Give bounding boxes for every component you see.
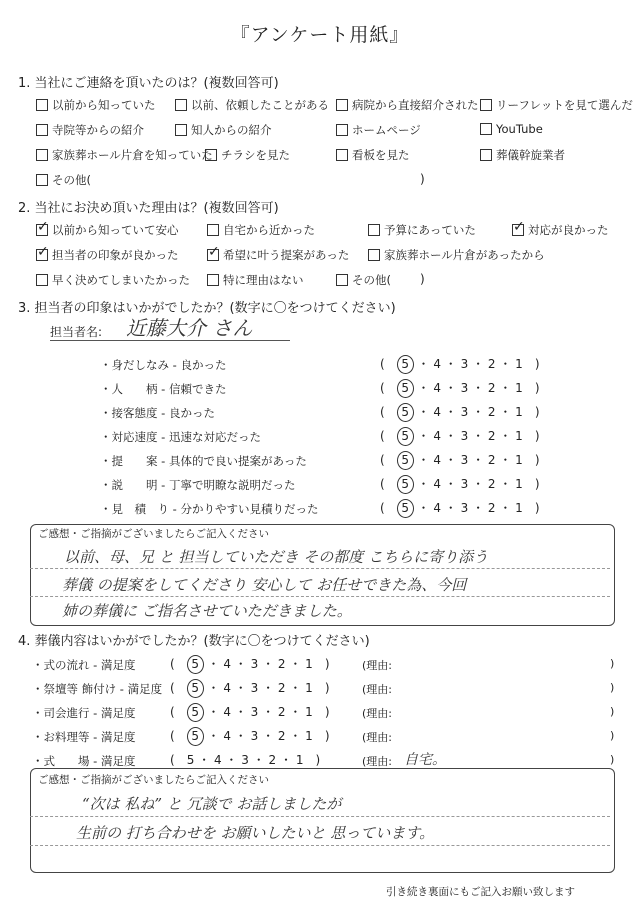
footer-note: 引き続き裏面にもご記入お願い致します xyxy=(386,886,575,898)
checked-checkbox[interactable] xyxy=(512,224,524,236)
q1-option[interactable] xyxy=(480,97,633,113)
q2-option[interactable] xyxy=(207,222,315,238)
checkbox[interactable] xyxy=(480,149,492,161)
rating-option[interactable]: 5 xyxy=(187,727,204,746)
q3-comment-line-2: 葬儀 の提案をしてくださり 安心して お任せできた為、今回 xyxy=(62,576,467,594)
option-label: 早く決めてしまいたかった xyxy=(52,273,190,287)
checkbox[interactable] xyxy=(336,124,348,136)
reason-close: ) xyxy=(610,753,615,766)
option-label: 葬儀幹旋業者 xyxy=(496,148,565,162)
option-label: 寺院等からの紹介 xyxy=(52,123,144,137)
q1-option[interactable] xyxy=(36,147,213,163)
rating-option[interactable]: 5 xyxy=(397,355,414,374)
checked-checkbox[interactable] xyxy=(36,224,48,236)
rating-option[interactable]: 3 xyxy=(460,429,469,443)
option-label: 以前、依頼したことがある xyxy=(191,98,329,112)
rating-option[interactable]: 2 xyxy=(277,657,286,671)
rating-scale[interactable]: ( 5 ・ 4 ・ 3 ・ 2 ・ 1 ) xyxy=(380,475,540,494)
q3-item-label: ・見 積 り - 分かりやすい見積りだった xyxy=(100,502,319,516)
rating-option[interactable]: 1 xyxy=(305,729,313,743)
rating-option[interactable]: 3 xyxy=(460,477,469,491)
q2-option[interactable] xyxy=(36,222,179,238)
q4-item-label: ・お料理等 - 満足度 xyxy=(32,730,136,744)
question-3-label: 3. 担当者の印象はいかがでしたか？(数字に〇をつけてください) xyxy=(18,301,396,316)
ruled-line xyxy=(30,596,610,597)
rating-option[interactable]: 1 xyxy=(515,405,523,419)
rating-option[interactable]: 2 xyxy=(487,405,496,419)
option-label: 希望に叶う提案があった xyxy=(223,248,350,262)
q1-option[interactable] xyxy=(336,147,410,163)
reason-label: (理由: xyxy=(362,683,392,696)
option-label: 対応が良かった xyxy=(528,223,609,237)
checkbox[interactable] xyxy=(36,99,48,111)
q1-option[interactable] xyxy=(175,122,272,138)
rating-option[interactable]: 5 xyxy=(187,703,204,722)
option-label: 病院から直接紹介された xyxy=(352,98,479,112)
option-label: 看板を見た xyxy=(352,148,410,162)
q3-item-label: ・説 明 - 丁寧で明瞭な説明だった xyxy=(100,478,296,492)
rating-scale[interactable]: ( 5 ・ 4 ・ 3 ・ 2 ・ 1 ) xyxy=(380,403,540,422)
rating-option[interactable]: 5 xyxy=(397,499,414,518)
rating-option[interactable]: 2 xyxy=(487,501,496,515)
q3-item-label: ・人 柄 - 信頼できた xyxy=(100,382,227,396)
checkbox[interactable] xyxy=(368,249,380,261)
option-label: その他( xyxy=(52,173,91,187)
rating-scale[interactable]: ( 5 ・ 4 ・ 3 ・ 2 ・ 1 ) xyxy=(170,655,330,674)
reason-label: (理由: xyxy=(362,707,392,720)
question-2-label: 2. 当社にお決め頂いた理由は？(複数回答可) xyxy=(18,201,279,216)
checkbox[interactable] xyxy=(36,124,48,136)
rating-scale[interactable]: ( 5 ・ 4 ・ 3 ・ 2 ・ 1 ) xyxy=(380,427,540,446)
checkbox[interactable] xyxy=(36,149,48,161)
checkbox[interactable] xyxy=(175,99,187,111)
rating-option[interactable]: 1 xyxy=(515,501,523,515)
ruled-line xyxy=(30,845,610,846)
rating-option[interactable]: 4 xyxy=(433,501,441,515)
rating-option[interactable]: 2 xyxy=(487,453,496,467)
rating-option[interactable]: 4 xyxy=(223,705,231,719)
checked-checkbox[interactable] xyxy=(36,249,48,261)
rating-option[interactable]: 2 xyxy=(277,681,286,695)
rating-scale[interactable]: ( 5 ・ 4 ・ 3 ・ 2 ・ 1 ) xyxy=(170,679,330,698)
checkbox[interactable] xyxy=(207,224,219,236)
reason-label: (理由: xyxy=(362,755,392,768)
q2-option[interactable] xyxy=(36,272,190,288)
rating-scale[interactable]: ( 5 ・ 4 ・ 3 ・ 2 ・ 1 ) xyxy=(380,451,540,470)
rating-option[interactable]: 3 xyxy=(460,405,469,419)
q3-item-label: ・提 案 - 具体的で良い提案があった xyxy=(100,454,307,468)
rating-option[interactable]: 3 xyxy=(241,753,249,767)
rating-option[interactable]: 2 xyxy=(277,729,286,743)
q2-option[interactable] xyxy=(336,272,391,288)
checkbox[interactable] xyxy=(205,149,217,161)
reason-value[interactable]: 自宅。 xyxy=(404,752,446,768)
rating-option[interactable]: 4 xyxy=(223,681,231,695)
q3-item-label: ・身だしなみ - 良かった xyxy=(100,358,227,372)
rating-option[interactable]: 2 xyxy=(487,477,496,491)
q2-option[interactable] xyxy=(368,247,545,263)
rating-option[interactable]: 4 xyxy=(433,405,441,419)
option-label: 家族葬ホール片倉があったから xyxy=(384,248,545,262)
checkbox[interactable] xyxy=(480,99,492,111)
rating-option[interactable]: 4 xyxy=(433,381,441,395)
rating-scale[interactable]: ( 5 ・ 4 ・ 3 ・ 2 ・ 1 ) xyxy=(380,355,540,374)
rating-option[interactable]: 4 xyxy=(433,429,441,443)
q2-option[interactable] xyxy=(368,222,476,238)
rating-option[interactable]: 2 xyxy=(268,753,277,767)
q1-option[interactable] xyxy=(175,97,329,113)
rating-option[interactable]: 2 xyxy=(277,705,286,719)
rating-option[interactable]: 4 xyxy=(433,453,441,467)
rating-scale[interactable]: ( 5 ・ 4 ・ 3 ・ 2 ・ 1 ) xyxy=(170,753,321,767)
page-title: 『アンケート用紙』 xyxy=(230,24,410,46)
rating-option[interactable]: 5 xyxy=(186,753,195,767)
checkbox[interactable] xyxy=(336,99,348,111)
rating-option[interactable]: 4 xyxy=(213,753,222,767)
checkbox[interactable] xyxy=(175,124,187,136)
rating-option[interactable]: 3 xyxy=(250,681,259,695)
rating-option[interactable]: 2 xyxy=(487,381,496,395)
rating-option[interactable]: 3 xyxy=(460,357,469,371)
rating-option[interactable]: 1 xyxy=(515,453,523,467)
rating-option[interactable]: 3 xyxy=(250,729,259,743)
rating-option[interactable]: 5 xyxy=(397,403,414,422)
reason-close: ) xyxy=(610,705,615,718)
question-1-label: 1. 当社にご連絡を頂いたのは？(複数回答可) xyxy=(18,76,279,91)
option-label: 以前から知っていて安心 xyxy=(52,223,179,237)
rating-option[interactable]: 5 xyxy=(397,379,414,398)
staff-name-label: 担当者名: xyxy=(50,325,103,339)
option-label: ホームページ xyxy=(352,123,421,137)
checkbox[interactable] xyxy=(336,149,348,161)
rating-option[interactable]: 5 xyxy=(397,451,414,470)
q2-other-close: ) xyxy=(420,272,425,286)
checkbox[interactable] xyxy=(36,274,48,286)
rating-option[interactable]: 3 xyxy=(250,657,259,671)
option-label: 以前から知っていた xyxy=(52,98,156,112)
q1-option[interactable] xyxy=(205,147,290,163)
staff-name-handwritten[interactable]: 近藤大介 さん xyxy=(126,316,253,340)
rating-scale[interactable]: ( 5 ・ 4 ・ 3 ・ 2 ・ 1 ) xyxy=(380,499,540,518)
option-label: 特に理由はない xyxy=(223,273,304,287)
checkbox[interactable] xyxy=(336,274,348,286)
q1-option[interactable] xyxy=(36,122,144,138)
reason-label: (理由: xyxy=(362,731,392,744)
rating-option[interactable]: 1 xyxy=(515,429,523,443)
question-4-label: 4. 葬儀内容はいかがでしたか？(数字に〇をつけてください) xyxy=(18,634,370,649)
q1-other-close: ) xyxy=(420,172,425,186)
reason-close: ) xyxy=(610,729,615,742)
q4-item-label: ・司会進行 - 満足度 xyxy=(32,706,136,720)
rating-option[interactable]: 3 xyxy=(250,705,259,719)
rating-option[interactable]: 2 xyxy=(487,357,496,371)
reason-label: (理由: xyxy=(362,659,392,672)
q2-option[interactable] xyxy=(207,272,304,288)
option-label: リーフレットを見て選んだ xyxy=(496,98,633,112)
q1-option[interactable] xyxy=(480,147,565,163)
rating-option[interactable]: 5 xyxy=(397,475,414,494)
q3-comment-label: ご感想・ご指摘がございましたらご記入ください xyxy=(38,528,269,540)
option-label: その他( xyxy=(352,273,391,287)
rating-option[interactable]: 4 xyxy=(433,357,441,371)
rating-option[interactable]: 5 xyxy=(397,427,414,446)
q4-item-label: ・式の流れ - 満足度 xyxy=(32,658,136,672)
option-label: 担当者の印象が良かった xyxy=(52,248,179,262)
rating-scale[interactable]: ( 5 ・ 4 ・ 3 ・ 2 ・ 1 ) xyxy=(170,727,330,746)
rating-option[interactable]: 1 xyxy=(515,477,523,491)
q3-comment-line-1: 以前、母、兄 と 担当していただき その都度 こちらに寄り添う xyxy=(64,548,489,566)
q2-option[interactable] xyxy=(512,222,609,238)
q2-option[interactable] xyxy=(36,247,179,263)
rating-option[interactable]: 1 xyxy=(515,381,523,395)
q4-comment-label: ご感想・ご指摘がございましたらご記入ください xyxy=(38,774,269,786)
rating-option[interactable]: 3 xyxy=(460,381,469,395)
q3-comment-line-3: 姉の葬儀に ご指名させていただきました。 xyxy=(62,602,352,620)
option-label: 自宅から近かった xyxy=(223,223,315,237)
rating-option[interactable]: 3 xyxy=(460,453,469,467)
reason-close: ) xyxy=(610,657,615,670)
rating-option[interactable]: 5 xyxy=(187,655,204,674)
rating-option[interactable]: 5 xyxy=(187,679,204,698)
rating-option[interactable]: 4 xyxy=(223,657,231,671)
rating-option[interactable]: 1 xyxy=(515,357,523,371)
q4-comment-line-2: 生前の 打ち合わせを お願いしたいと 思っています。 xyxy=(76,824,435,842)
q1-option[interactable] xyxy=(336,97,479,113)
checked-checkbox[interactable] xyxy=(207,249,219,261)
checkbox[interactable] xyxy=(480,123,492,135)
rating-option[interactable]: 3 xyxy=(460,501,469,515)
option-label: 予算にあっていた xyxy=(384,223,476,237)
ruled-line xyxy=(30,816,610,817)
q4-item-label: ・式 場 - 満足度 xyxy=(32,754,136,768)
rating-option[interactable]: 1 xyxy=(305,681,313,695)
rating-scale[interactable]: ( 5 ・ 4 ・ 3 ・ 2 ・ 1 ) xyxy=(380,379,540,398)
q3-item-label: ・対応速度 - 迅速な対応だった xyxy=(100,430,261,444)
rating-option[interactable]: 4 xyxy=(223,729,231,743)
rating-option[interactable]: 4 xyxy=(433,477,441,491)
checkbox[interactable] xyxy=(207,274,219,286)
rating-option[interactable]: 1 xyxy=(305,705,313,719)
checkbox[interactable] xyxy=(368,224,380,236)
q1-option[interactable] xyxy=(36,172,91,188)
ruled-line xyxy=(30,568,610,569)
rating-option[interactable]: 1 xyxy=(305,657,313,671)
reason-close: ) xyxy=(610,681,615,694)
q4-comment-line-1: “次は 私ね” と 冗談で お話しましたが xyxy=(82,795,342,813)
option-label: 家族葬ホール片倉を知っていた xyxy=(52,148,213,162)
rating-option[interactable]: 1 xyxy=(295,753,304,767)
q2-option[interactable] xyxy=(207,247,349,263)
q4-item-label: ・祭壇等 飾付け - 満足度 xyxy=(32,682,163,696)
option-label: 知人からの紹介 xyxy=(191,123,272,137)
checkbox[interactable] xyxy=(36,174,48,186)
rating-option[interactable]: 2 xyxy=(487,429,496,443)
q1-option[interactable] xyxy=(336,122,421,138)
option-label: チラシを見た xyxy=(221,148,290,162)
q1-option[interactable] xyxy=(480,122,543,136)
q3-item-label: ・接客態度 - 良かった xyxy=(100,406,215,420)
option-label: YouTube xyxy=(496,122,543,136)
rating-scale[interactable]: ( 5 ・ 4 ・ 3 ・ 2 ・ 1 ) xyxy=(170,703,330,722)
q1-option[interactable] xyxy=(36,97,156,113)
